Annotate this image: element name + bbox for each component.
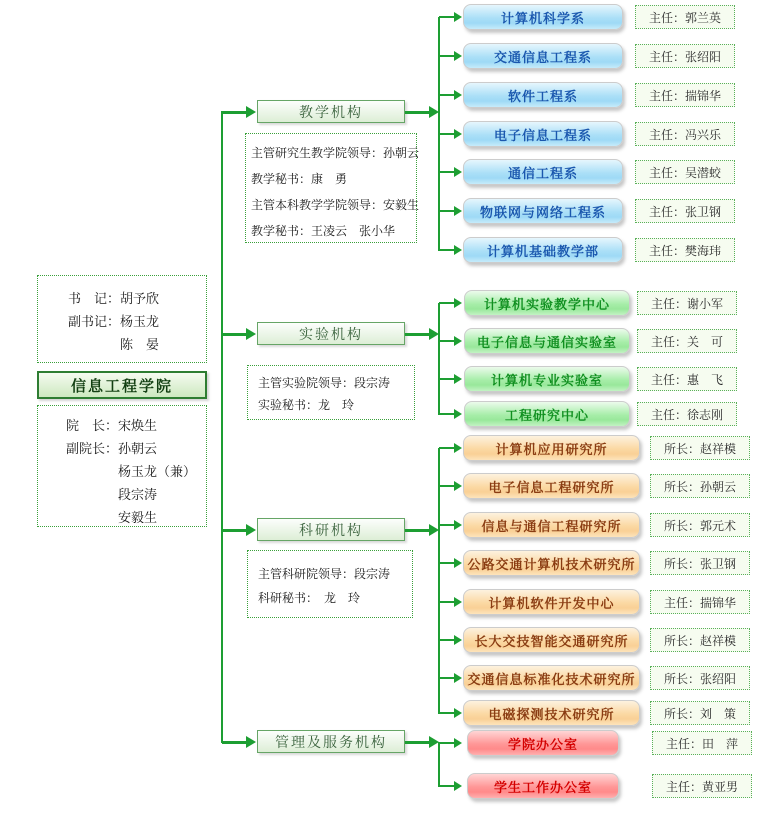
party-line: 陈 晏 <box>68 338 160 353</box>
dept-box: 电子信息工程研究所 <box>463 473 640 499</box>
dept-box: 学院办公室 <box>467 730 619 756</box>
leader-box: 主任：惠 飞 <box>637 367 737 391</box>
branch-arrow-icon <box>405 741 429 744</box>
distribution-line <box>438 448 440 714</box>
distribution-line <box>438 742 440 787</box>
dept-box: 计算机基础教学部 <box>463 237 623 263</box>
admin-line: 院 长：宋焕生 <box>66 419 158 434</box>
item-arrow-icon <box>439 249 454 251</box>
trunk-line <box>221 111 223 743</box>
admin-line: 安毅生 <box>66 511 158 526</box>
distribution-line <box>438 303 440 415</box>
item-arrow-icon <box>439 378 454 380</box>
item-arrow-icon <box>439 94 454 96</box>
item-arrow-icon <box>439 785 454 787</box>
dept-box: 交通信息工程系 <box>463 43 623 69</box>
item-arrow-icon <box>439 639 454 641</box>
dept-box: 计算机科学系 <box>463 4 623 30</box>
dept-box: 交通信息标准化技术研究所 <box>463 665 640 691</box>
admin-line: 段宗涛 <box>66 488 158 503</box>
note-teaching <box>245 133 420 243</box>
leader-box: 所长：孙朝云 <box>650 474 750 498</box>
branch-arrow-icon <box>405 111 429 114</box>
admin-line: 副院长：孙朝云 <box>66 442 158 457</box>
note-line: 实验秘书：龙 玲 <box>258 398 355 412</box>
note-line: 科研秘书： 龙 玲 <box>258 591 361 605</box>
leader-box: 主任：张卫钢 <box>635 199 735 223</box>
dept-box: 计算机应用研究所 <box>463 435 640 461</box>
note-line: 教学秘书：王凌云 张小华 <box>251 224 396 238</box>
leader-box: 所长：张卫钢 <box>650 551 750 575</box>
note-research <box>247 550 413 618</box>
note-line: 主管实验院领导：段宗涛 <box>258 376 391 390</box>
admin-line: 杨玉龙（兼） <box>66 465 197 480</box>
group-box-lab: 实验机构 <box>257 322 405 345</box>
dept-box: 通信工程系 <box>463 159 623 185</box>
dept-box: 物联网与网络工程系 <box>463 198 623 224</box>
item-arrow-icon <box>439 340 454 342</box>
item-arrow-icon <box>439 16 454 18</box>
item-arrow-icon <box>439 601 454 603</box>
dept-box: 公路交通计算机技术研究所 <box>463 550 640 576</box>
item-arrow-icon <box>439 712 454 714</box>
admin-leaders-box <box>37 405 207 527</box>
branch-arrow-icon <box>222 333 246 336</box>
leader-box: 主任：樊海玮 <box>635 238 735 262</box>
dept-box: 计算机实验教学中心 <box>464 290 630 316</box>
item-arrow-icon <box>439 677 454 679</box>
note-line: 主管本科教学学院领导：安毅生 <box>251 198 420 212</box>
item-arrow-icon <box>439 524 454 526</box>
dept-box: 电子信息与通信实验室 <box>464 328 630 354</box>
item-arrow-icon <box>439 210 454 212</box>
college-title-box: 信息工程学院 <box>37 371 207 399</box>
leader-box: 所长：赵祥模 <box>650 628 750 652</box>
branch-arrow-icon <box>222 529 246 532</box>
leader-box: 主任：张绍阳 <box>635 44 735 68</box>
leader-box: 所长：赵祥模 <box>650 436 750 460</box>
leader-box: 所长：刘 策 <box>650 701 750 725</box>
note-line: 教学秘书：康 勇 <box>251 172 348 186</box>
leader-box: 主任：田 萍 <box>652 731 752 755</box>
leader-box: 主任：徐志刚 <box>637 402 737 426</box>
party-leaders-box <box>37 275 207 363</box>
item-arrow-icon <box>439 55 454 57</box>
leader-box: 主任：黄亚男 <box>652 774 752 798</box>
item-arrow-icon <box>439 302 454 304</box>
item-arrow-icon <box>439 133 454 135</box>
item-arrow-icon <box>439 171 454 173</box>
note-line: 主管科研院领导：段宗涛 <box>258 567 391 581</box>
branch-arrow-icon <box>222 111 246 114</box>
dept-box: 电磁探测技术研究所 <box>463 700 640 726</box>
dept-box: 计算机专业实验室 <box>464 366 630 392</box>
note-lab <box>247 365 415 420</box>
item-arrow-icon <box>439 485 454 487</box>
branch-arrow-icon <box>222 741 246 744</box>
leader-box: 主任：揣锦华 <box>635 83 735 107</box>
leader-box: 主任：郭兰英 <box>635 5 735 29</box>
leader-box: 主任：谢小军 <box>637 291 737 315</box>
item-arrow-icon <box>439 413 454 415</box>
leader-box: 主任：关 可 <box>637 329 737 353</box>
dept-box: 学生工作办公室 <box>467 773 619 799</box>
leader-box: 所长：张绍阳 <box>650 666 750 690</box>
dept-box: 工程研究中心 <box>464 401 630 427</box>
dept-box: 计算机软件开发中心 <box>463 589 640 615</box>
item-arrow-icon <box>439 562 454 564</box>
leader-box: 主任：揣锦华 <box>650 590 750 614</box>
dept-box: 电子信息工程系 <box>463 121 623 147</box>
group-box-teaching: 教学机构 <box>257 100 405 123</box>
item-arrow-icon <box>439 447 454 449</box>
leader-box: 所长：郭元术 <box>650 513 750 537</box>
group-box-service: 管理及服务机构 <box>257 730 405 753</box>
party-line: 书 记：胡予欣 <box>68 292 160 307</box>
branch-arrow-icon <box>405 333 429 336</box>
dept-box: 软件工程系 <box>463 82 623 108</box>
branch-arrow-icon <box>405 529 429 532</box>
dept-box: 长大交技智能交通研究所 <box>463 627 640 653</box>
group-box-research: 科研机构 <box>257 518 405 541</box>
item-arrow-icon <box>439 742 454 744</box>
leader-box: 主任：冯兴乐 <box>635 122 735 146</box>
leader-box: 主任：吴潜蛟 <box>635 160 735 184</box>
party-line: 副书记：杨玉龙 <box>68 315 160 330</box>
dept-box: 信息与通信工程研究所 <box>463 512 640 538</box>
note-line: 主管研究生教学院领导：孙朝云 <box>251 146 420 160</box>
